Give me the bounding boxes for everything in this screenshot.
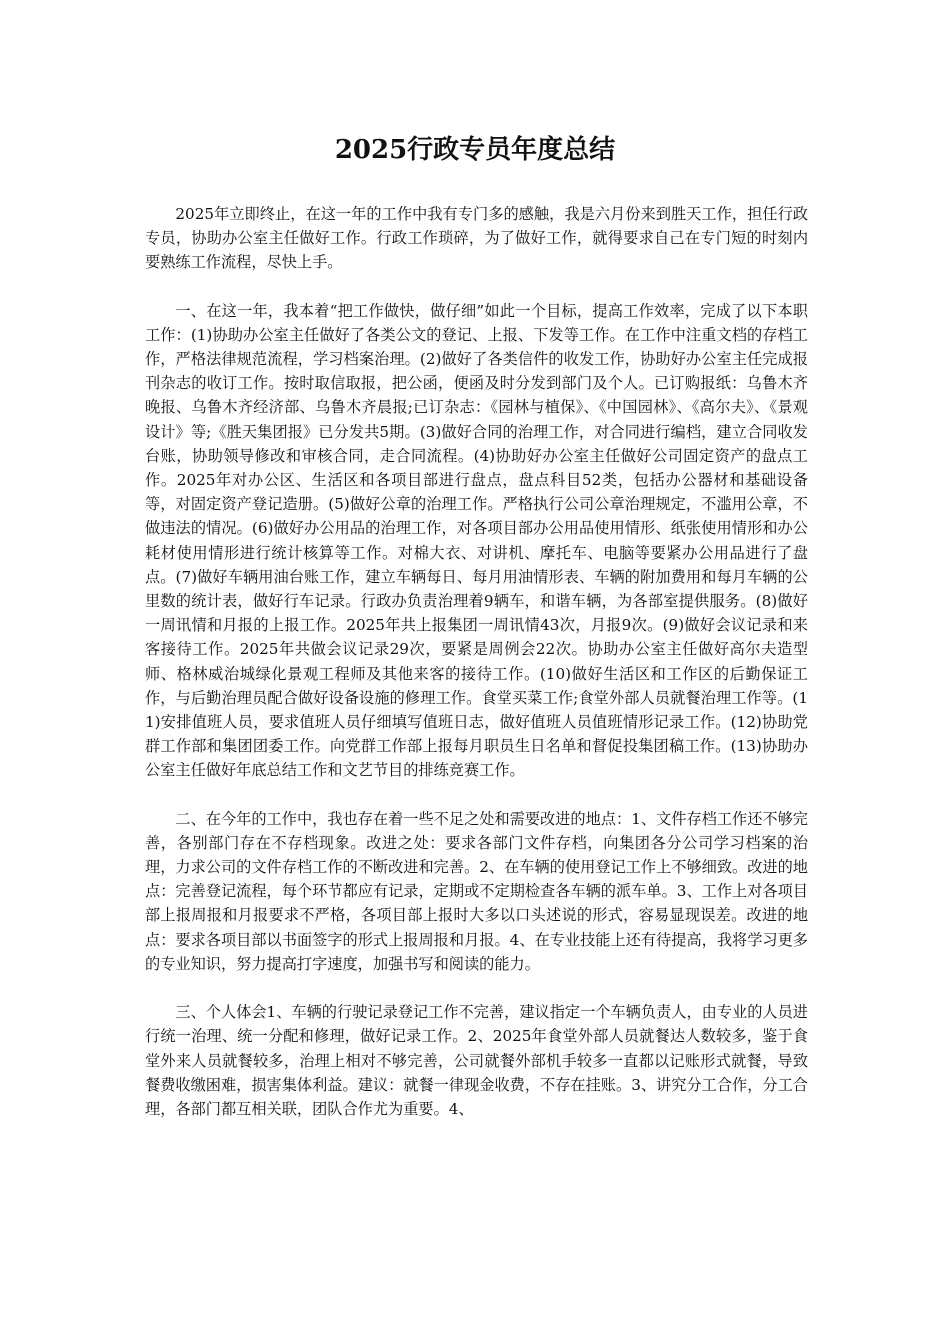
document-body (145, 202, 808, 1145)
paragraph-section-3: 三、个人体会1、车辆的行驶记录登记工作不完善，建议指定一个车辆负责人，由专业的人员进行统一治理、统一分配和修理，做好记录工作。2、2025年食堂外部人员就餐达人数较多，鉴于食堂外来人员就餐较多，治理上相对不够完善，公司就餐外部机手较多一直都以记账形式就餐，导致餐费收缴困难，损害集体利益。建议：就餐一律现金收费，不存在挂账。3、讲究分工合作，分工合理，各部门都互相关联，团队合作尤为重要。4、 (145, 1003, 808, 1118)
paragraph-intro: 2025年立即终止，在这一年的工作中我有专门多的感触，我是六月份来到胜天工作，担任行政专员，协助办公室主任做好工作。行政工作琐碎，为了做好工作，就得要求自己在专门短的时刻内要熟练工作流程，尽快上手。 (145, 205, 808, 272)
paragraph-section-1: 一、在这一年，我本着“把工作做快，做仔细”如此一个目标，提高工作效率，完成了以下本职工作：(1)协助办公室主任做好了各类公文的登记、上报、下发等工作。在工作中注重文档的存档工作，严格法律规范流程，学习档案治理。(2)做好了各类信件的收发工作，协助好办公室主任完成报刊杂志的收订工作。按时取信取报，把公函，便函及时分发到部门及个人。已订购报纸：乌鲁木齐晚报、乌鲁木齐经济部、乌鲁木齐晨报;已订杂志：《园林与植保》、《中国园林》、《高尔夫》、《景观设计》等;《胜天集团报》已分发共5期。(3)做好合同的治理工作，对合同进行编档，建立合同收发台账，协助领导修改和审核合同，走合同流程。(4)协助好办公室主任做好公司固定资产的盘点工作。2025年对办公区、生活区和各项目部进行盘点，盘点科目52类，包括办公器材和基础设备等，对固定资产登记造册。(5)做好公章的治理工作。严格执行公司公章治理规定，不滥用公章，不做违法的情况。(6)做好办公用品的治理工作，对各项目部办公用品使用情形、纸张使用情形和办公耗材使用情形进行统计核算等工作。对棉大衣、对讲机、摩托车、电脑等要紧办公用品进行了盘点。(7)做好车辆用油台账工作，建立车辆每日、每月用油情形表、车辆的附加费用和每月车辆的公里数的统计表，做好行车记录。行政办负责治理着9辆车，和谐车辆，为各部室提供服务。(8)做好一周讯情和月报的上报工作。2025年共上报集团一周讯情43次，月报9次。(9)做好会议记录和来客接待工作。2025年共做会议记录29次，要紧是周例会22次。协助办公室主任做好高尔夫造型师、格林威治城绿化景观工程师及其他来客的接待工作。(10)做好生活区和工作区的后勤保证工作，与后勤治理员配合做好设备设施的修理工作。食堂买菜工作;食堂外部人员就餐治理工作等。(11)安排值班人员，要求值班人员仔细填写值班日志，做好值班人员值班情形记录工作。(12)协助党群工作部和集团团委工作。向党群工作部上报每月职员生日名单和督促投集团稿工作。(13)协助办公室主任做好年底总结工作和文艺节目的排练竞赛工作。 (145, 301, 808, 780)
paragraph-section-2: 二、在今年的工作中，我也存在着一些不足之处和需要改进的地点：1、文件存档工作还不够完善，各别部门存在不存档现象。改进之处：要求各部门文件存档，向集团各分公司学习档案的治理，力求公司的文件存档工作的不断改进和完善。2、在车辆的使用登记工作上不够细致。改进的地点：完善登记流程，每个环节都应有记录，定期或不定期检查各车辆的派车单。3、工作上对各项目部上报周报和月报要求不严格，各项目部上报时大多以口头述说的形式，容易显现误差。改进的地点：要求各项目部以书面签字的形式上报周报和月报。4、在专业技能上还有待提高，我将学习更多的专业知识，努力提高打字速度，加强书写和阅读的能力。 (145, 809, 808, 973)
document-title: 2025行政专员年度总结 (334, 135, 616, 165)
